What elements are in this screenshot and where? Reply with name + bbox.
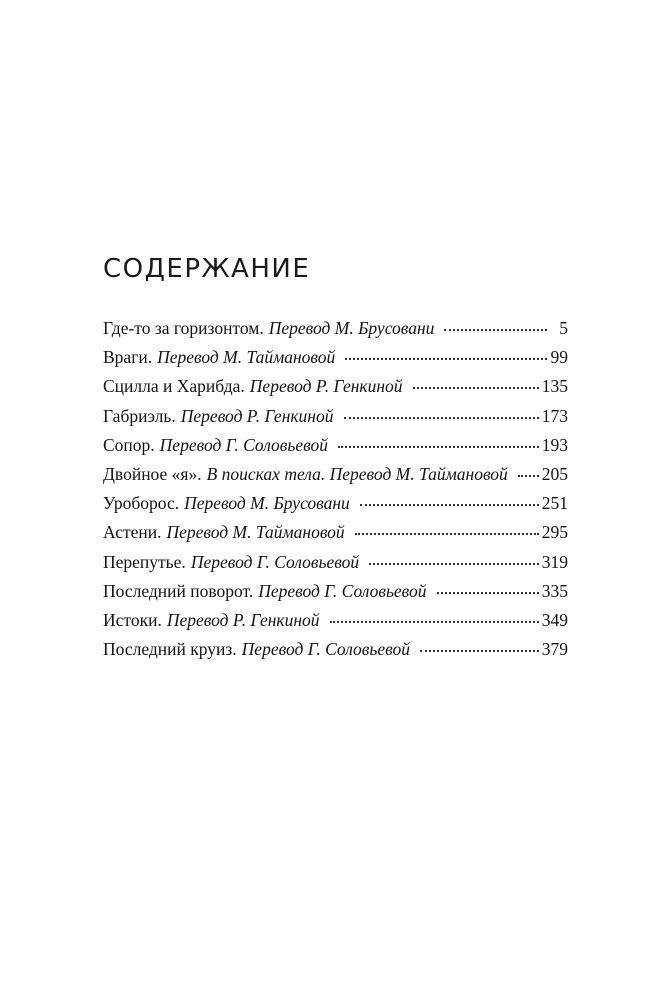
entry-page-number: 319 <box>541 551 568 572</box>
toc-entry[interactable] <box>103 314 568 343</box>
entry-page-number: 251 <box>541 493 568 514</box>
entry-title: Истоки. <box>103 609 162 630</box>
toc-entry[interactable] <box>103 577 568 606</box>
entry-page-number: 99 <box>550 347 568 368</box>
entry-title: Двойное «я». <box>103 463 202 484</box>
entry-title: Уроборос. <box>103 493 180 514</box>
entry-title: Сопор. <box>103 434 155 455</box>
toc-entry[interactable] <box>103 489 568 518</box>
toc-entry[interactable] <box>103 431 568 460</box>
toc-entry[interactable] <box>103 372 568 401</box>
entry-title: Сцилла и Харибда. <box>103 376 245 397</box>
entry-page-number: 205 <box>541 463 568 484</box>
entry-translator: Перевод М. Брусовани <box>268 318 435 338</box>
entry-page-number: 349 <box>541 609 568 630</box>
dot-leader <box>518 474 539 477</box>
entry-page-number: 193 <box>541 434 568 455</box>
dot-leader <box>437 591 539 594</box>
entry-translator: Перевод Г. Соловьевой <box>190 551 360 572</box>
toc-entry[interactable] <box>103 548 568 577</box>
entry-translator: Перевод Г. Соловьевой <box>258 580 427 601</box>
toc-entry[interactable] <box>103 343 568 372</box>
entry-page-number: 173 <box>541 405 568 426</box>
entry-translator: Перевод Р. Генкиной <box>249 376 403 397</box>
dot-leader <box>344 416 539 419</box>
dot-leader <box>345 357 547 360</box>
entry-title: Где-то за горизонтом. <box>103 318 264 338</box>
page-title: СОДЕРЖАНИЕ <box>103 254 311 284</box>
entry-translator: Перевод Р. Генкиной <box>180 405 334 426</box>
entry-title: Последний круиз. <box>103 639 237 660</box>
entry-translator: Перевод М. Таймановой <box>166 522 345 543</box>
entry-translator: В поисках тела. Перевод М. Таймановой <box>206 463 508 484</box>
dot-leader <box>355 532 539 535</box>
entry-title: Перепутье. <box>103 551 186 572</box>
dot-leader <box>420 649 539 652</box>
entry-title: Габриэль. <box>103 405 176 426</box>
toc-entry[interactable] <box>103 460 568 489</box>
toc-entry[interactable] <box>103 606 568 635</box>
entry-translator: Перевод М. Таймановой <box>157 347 336 368</box>
entry-page-number: 335 <box>541 580 568 601</box>
dot-leader <box>444 328 547 331</box>
entry-title: Враги. <box>103 347 153 368</box>
entry-title: Астени. <box>103 522 162 543</box>
entry-page-number: 5 <box>559 318 568 338</box>
dot-leader <box>338 445 539 448</box>
toc-entry[interactable] <box>103 402 568 431</box>
entry-page-number: 379 <box>541 639 568 660</box>
entry-translator: Перевод М. Брусовани <box>184 493 350 514</box>
toc-entry[interactable] <box>103 635 568 664</box>
dot-leader <box>369 562 539 565</box>
entry-translator: Перевод Г. Соловьевой <box>241 639 410 660</box>
entry-page-number: 135 <box>541 376 568 397</box>
entry-translator: Перевод Г. Соловьевой <box>159 434 328 455</box>
dot-leader <box>413 386 539 389</box>
entry-title: Последний поворот. <box>103 580 254 601</box>
entry-page-number: 295 <box>541 522 568 543</box>
dot-leader <box>330 620 539 623</box>
toc-list <box>103 314 568 664</box>
toc-entry[interactable] <box>103 518 568 547</box>
entry-translator: Перевод Р. Генкиной <box>166 609 320 630</box>
dot-leader <box>360 503 539 506</box>
